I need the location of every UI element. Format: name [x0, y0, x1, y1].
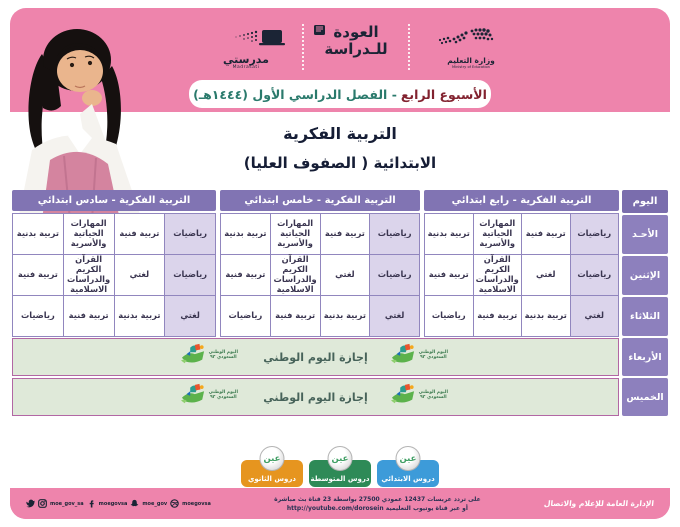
national-day-92-logo-icon	[389, 343, 417, 367]
national-day-caption: اليوم الوطني السعودي ٩٢	[208, 389, 238, 400]
schedule-cell: تربية فنية	[13, 255, 63, 295]
schedule-cell: تربية فنية	[321, 214, 370, 254]
back-to-school-line1: العودة	[333, 23, 379, 41]
term-label: - الفصل الدراسي الأول (١٤٤٤هـ)	[193, 86, 397, 102]
schedule-cell: لغتي	[522, 255, 570, 295]
national-day-92-logo-icon	[179, 383, 207, 407]
day-column-header: اليوم	[622, 190, 668, 213]
day-cell: الإثنين	[622, 256, 668, 295]
madrasati-name-ar: مدرستي	[223, 53, 269, 66]
holiday-row-thursday	[12, 378, 619, 416]
madrasati-name-en: Madrasati	[232, 65, 260, 70]
poster-card	[10, 8, 670, 519]
ministry-name-ar: وزارة التعليم	[447, 56, 495, 65]
day-cell: الثلاثاء	[622, 297, 668, 336]
day-column	[622, 190, 668, 418]
schedule-cell: القرآن الكريم والدراسات الاسلامية	[271, 255, 320, 295]
schedule-cell: القرآن الكريم والدراسات الاسلامية	[64, 255, 114, 295]
schedule-cell: تربية بدنية	[221, 214, 270, 254]
schedule-cell: تربية بدنية	[522, 296, 570, 336]
grade-section-4-header: التربية الفكرية - رابع ابتدائي	[424, 190, 619, 211]
logo-separator	[408, 24, 410, 70]
schedule-cell: لغتي	[321, 255, 370, 295]
broadcast-line1: على تردد عربسات 12437 عمودي 27500 بواسطة 23 قناة بث مباشرة	[274, 495, 481, 503]
grade-section-4	[424, 190, 619, 337]
schedule-cell: المهارات الحياتية والأسرية	[64, 214, 114, 254]
page-title: التربية الفكرية	[283, 124, 397, 143]
schedule-cell: تربية فنية	[64, 296, 114, 336]
schedule-cell: رياضيات	[425, 296, 473, 336]
social-handle[interactable]: moe_gov_sa	[50, 500, 84, 507]
national-day-caption: اليوم الوطني السعودي ٩٢	[208, 349, 238, 360]
schedule-cell: تربية بدنية	[115, 296, 165, 336]
national-day-caption: اليوم الوطني السعودي ٩٢	[418, 349, 448, 360]
ain-logo-badge: عين	[328, 446, 353, 471]
schedule-cell: تربية فنية	[425, 255, 473, 295]
grade-section-6-header: التربية الفكرية - سادس ابتدائي	[12, 190, 216, 211]
madrasati-logo	[196, 28, 296, 70]
schedule-cell: رياضيات	[165, 255, 215, 295]
broadcast-info	[274, 495, 481, 513]
media-department-calligraphy: الإدارة العامة للإعلام والاتصال	[543, 499, 655, 508]
schedule-cell: تربية فنية	[115, 214, 165, 254]
schedule-cell: رياضيات	[370, 255, 419, 295]
ain-button-label: دروس الثانوي	[248, 475, 297, 483]
grade-section-5	[220, 190, 420, 337]
schedule-cell: لغتي	[370, 296, 419, 336]
schedule-cell: لغتي	[165, 296, 215, 336]
schedule-cell: لغتي	[115, 255, 165, 295]
schedule-table	[12, 190, 668, 418]
schedule-cell: تربية بدنية	[321, 296, 370, 336]
grade-grid-0	[424, 213, 619, 337]
schedule-cell: لغتي	[571, 296, 619, 336]
ministry-emblem-icon	[436, 26, 506, 52]
grade-section-6	[12, 190, 216, 337]
book-icon	[313, 24, 326, 37]
schedule-cell: القرآن الكريم والدراسات الاسلامية	[474, 255, 522, 295]
ministry-name-en: Ministry of Education	[452, 65, 490, 69]
dribbble-icon[interactable]	[170, 499, 179, 508]
ain-buttons-row	[10, 453, 670, 487]
day-cell: الأربعاء	[622, 338, 668, 376]
facebook-icon[interactable]	[87, 499, 96, 508]
schedule-cell: رياضيات	[165, 214, 215, 254]
holiday-label: إجازة اليوم الوطني	[263, 350, 368, 364]
madrasati-screen-icon	[204, 28, 288, 48]
ain-button-label: دروس المتوسطة	[310, 475, 370, 483]
back-to-school-logo	[310, 24, 402, 57]
national-day-92-logo-icon	[179, 343, 207, 367]
schedule-cell: تربية فنية	[522, 214, 570, 254]
ain-lessons-button[interactable]	[241, 453, 303, 487]
day-cell: الخميس	[622, 378, 668, 416]
schedule-cell: تربية بدنية	[13, 214, 63, 254]
schedule-cell: تربية فنية	[221, 255, 270, 295]
schedule-cell: رياضيات	[571, 255, 619, 295]
instagram-icon[interactable]	[38, 499, 47, 508]
ministry-of-education-logo	[428, 26, 514, 69]
back-to-school-line2: للـدراسة	[324, 39, 388, 58]
snapchat-icon[interactable]	[130, 499, 139, 508]
schedule-cell: المهارات الحياتية والأسرية	[271, 214, 320, 254]
schedule-cell: رياضيات	[13, 296, 63, 336]
schedule-cell: رياضيات	[221, 296, 270, 336]
social-handle[interactable]: moegovsa	[98, 500, 128, 507]
day-cell: الأحـد	[622, 215, 668, 254]
page-subtitle: الابتدائية ( الصفوف العليا)	[243, 154, 437, 172]
week-banner	[189, 80, 491, 108]
ain-lessons-button[interactable]	[309, 453, 371, 487]
schedule-cell: تربية فنية	[474, 296, 522, 336]
schedule-cell: المهارات الحياتية والأسرية	[474, 214, 522, 254]
ain-lessons-button[interactable]	[377, 453, 439, 487]
social-handle[interactable]: moegovsa	[182, 500, 211, 507]
ain-button-label: دروس الابتدائي	[381, 475, 435, 483]
week-label: الأسبوع الرابع	[400, 86, 487, 102]
national-day-caption: اليوم الوطني السعودي ٩٢	[418, 389, 448, 400]
national-day-92-logo-icon	[389, 383, 417, 407]
holiday-row-wednesday	[12, 338, 619, 376]
schedule-cell: رياضيات	[370, 214, 419, 254]
schedule-cell: تربية بدنية	[425, 214, 473, 254]
ain-logo-badge: عين	[260, 446, 285, 471]
footer-bar	[10, 488, 670, 519]
grade-grid-2	[12, 213, 216, 337]
schedule-cell: تربية فنية	[271, 296, 320, 336]
grade-section-5-header: التربية الفكرية - خامس ابتدائي	[220, 190, 420, 211]
twitter-icon[interactable]	[26, 499, 35, 508]
broadcast-line2: أو عبر قناة يوتيوب التعليمية http://youtube.com/dorosein	[286, 504, 468, 512]
social-links	[26, 499, 211, 508]
ain-logo-badge: عين	[396, 446, 421, 471]
grade-grid-1	[220, 213, 420, 337]
schedule-cell: رياضيات	[571, 214, 619, 254]
logo-separator	[302, 24, 304, 70]
social-handle[interactable]: moe_gov	[142, 500, 168, 507]
holiday-label: إجازة اليوم الوطني	[263, 390, 368, 404]
